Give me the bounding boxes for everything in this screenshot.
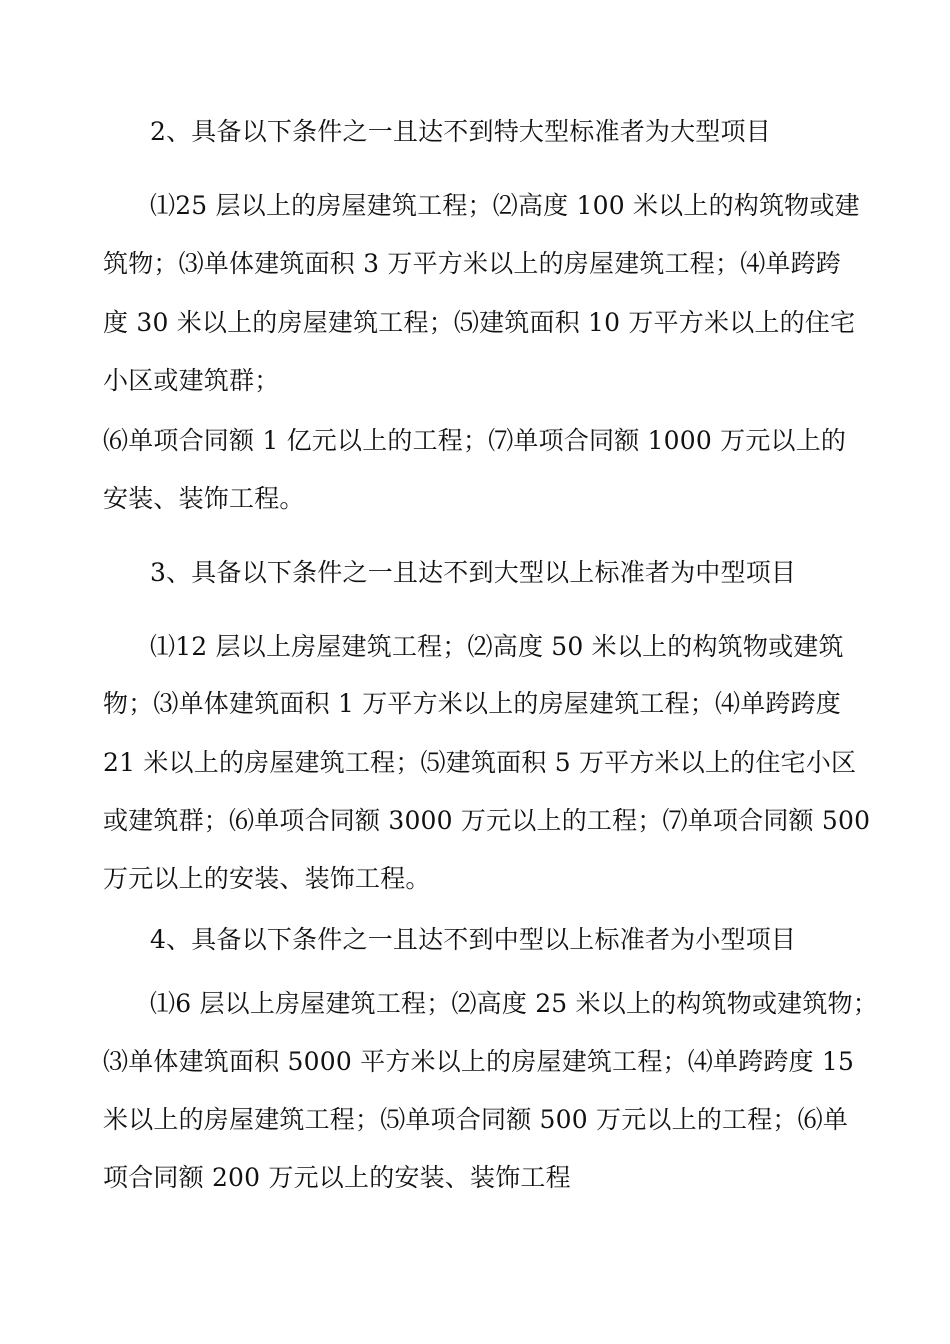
paragraph-line: ⑴12 层以上房屋建筑工程；⑵高度 50 米以上的构筑物或建筑 (150, 632, 844, 661)
paragraph-line: 物；⑶单体建筑面积 1 万平方米以上的房屋建筑工程；⑷单跨跨度 (103, 689, 842, 718)
paragraph-line: ⑶单体建筑面积 5000 平方米以上的房屋建筑工程；⑷单跨跨度 15 (103, 1047, 855, 1076)
paragraph-line: ⑴25 层以上的房屋建筑工程；⑵高度 100 米以上的构筑物或建 (150, 191, 860, 220)
heading-small-project: 4、具备以下条件之一且达不到中型以上标准者为小型项目 (150, 925, 797, 954)
paragraph-line: 米以上的房屋建筑工程；⑸单项合同额 500 万元以上的工程；⑹单 (103, 1105, 849, 1134)
heading-large-project: 2、具备以下条件之一且达不到特大型标准者为大型项目 (150, 117, 771, 146)
paragraph-line: 安装、装饰工程。 (103, 484, 305, 513)
heading-medium-project: 3、具备以下条件之一且达不到大型以上标准者为中型项目 (150, 558, 797, 587)
paragraph-line: ⑴6 层以上房屋建筑工程；⑵高度 25 米以上的构筑物或建筑物； (150, 989, 878, 1018)
paragraph-line: ⑹单项合同额 1 亿元以上的工程；⑺单项合同额 1000 万元以上的 (103, 426, 847, 455)
paragraph-line: 小区或建筑群； (103, 366, 280, 395)
paragraph-line: 21 米以上的房屋建筑工程；⑸建筑面积 5 万平方米以上的住宅小区 (103, 748, 857, 777)
paragraph-line: 度 30 米以上的房屋建筑工程；⑸建筑面积 10 万平方米以上的住宅 (103, 308, 856, 337)
paragraph-line: 筑物；⑶单体建筑面积 3 万平方米以上的房屋建筑工程；⑷单跨跨 (103, 249, 842, 278)
paragraph-line: 或建筑群；⑹单项合同额 3000 万元以上的工程；⑺单项合同额 500 (103, 806, 871, 835)
paragraph-line: 万元以上的安装、装饰工程。 (103, 864, 431, 893)
paragraph-line: 项合同额 200 万元以上的安装、装饰工程 (103, 1163, 571, 1192)
